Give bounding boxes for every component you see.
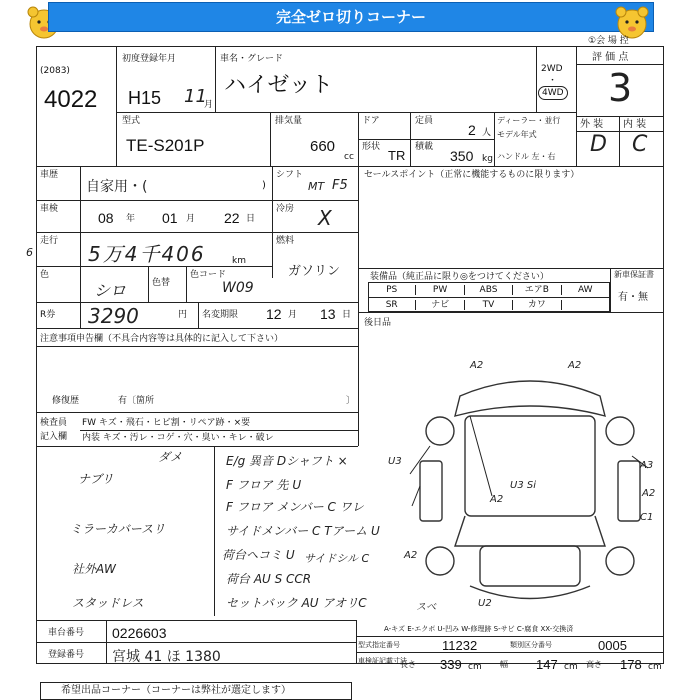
- height-label: 高さ: [586, 660, 602, 669]
- exterior-label: 外 装: [580, 119, 604, 130]
- person-unit: 人: [482, 128, 492, 138]
- handwritten-left-line: スタッドレス: [72, 596, 144, 610]
- name-change-month: 12: [266, 306, 282, 322]
- handwritten-right-line: 荷台ヘコミ U: [222, 548, 295, 562]
- lot-number: 4022: [44, 86, 98, 113]
- name-change-label: 名変期限: [202, 310, 239, 320]
- model-value: TE-S201P: [126, 136, 205, 155]
- color-value: シロ: [94, 281, 127, 300]
- length-value: 339: [440, 657, 462, 672]
- side-sill-note: サイドシル C: [304, 552, 370, 565]
- side-mark: 6: [26, 246, 33, 259]
- insp-day: 22: [224, 210, 240, 226]
- mileage-label: 走行: [40, 236, 59, 246]
- color-label: 色: [40, 270, 50, 280]
- cooler-label: 冷房: [276, 204, 295, 214]
- eval-label: 評 価 点: [592, 52, 629, 63]
- name-change-day: 13: [320, 306, 336, 322]
- color-change-label: 色替: [152, 278, 171, 288]
- insp-year-unit: 年: [126, 214, 136, 224]
- name-change-month-unit: 月: [288, 310, 298, 320]
- shift-label: シフト: [276, 170, 304, 180]
- lot-code: (2083): [40, 66, 70, 76]
- model-no-label: 型式指定番号: [358, 641, 400, 649]
- car-name: ハイゼット: [224, 72, 333, 97]
- handwritten-right-line: 荷台 AU S CCR: [226, 572, 312, 586]
- width-label: 幅: [500, 660, 508, 669]
- fuel-label: 燃料: [276, 236, 295, 246]
- insp-day-unit: 日: [246, 214, 256, 224]
- height-unit: cm: [648, 662, 662, 672]
- handwritten-right-line: F フロア 先 U: [226, 478, 302, 492]
- drive-2wd: 2WD: [541, 64, 563, 74]
- inspection-label: 車検: [40, 204, 59, 214]
- equipment-item: AW: [562, 285, 610, 295]
- first-reg-year: H15: [128, 88, 162, 108]
- insp-month-unit: 月: [186, 214, 196, 224]
- reg-value: 宮城 41 ほ 1380: [112, 649, 221, 665]
- reg-label: 登録番号: [48, 650, 85, 660]
- first-reg-month: 11: [184, 86, 207, 107]
- model-no-value: 11232: [442, 638, 478, 653]
- capacity-value: 2: [468, 122, 476, 138]
- usage-close: ): [262, 180, 266, 191]
- repair-label: 修復歴: [52, 396, 80, 406]
- inspector-label-1: 検査員: [40, 418, 68, 428]
- shape-value: TR: [388, 148, 406, 163]
- equipment-item: PS: [368, 285, 416, 295]
- fw-row: FW キズ・飛石・ヒビ割・リペア跡・×要: [82, 418, 251, 428]
- width-unit: cm: [564, 662, 578, 672]
- repair-close: 〕: [346, 396, 356, 406]
- drive-4wd: 4WD: [538, 86, 568, 100]
- handwritten-right-line: F フロア メンバー C ワレ: [226, 500, 364, 514]
- color-code: W09: [222, 280, 254, 296]
- length-unit: cm: [468, 662, 482, 672]
- bottom-banner: 希望出品コーナー（コーナーは弊社が選定します）: [40, 682, 352, 700]
- car-name-label: 車名・グレード: [220, 54, 284, 64]
- diagram-mark: A3: [640, 460, 654, 471]
- interior-label: 内 装: [623, 119, 647, 130]
- load-label: 積載: [415, 142, 434, 152]
- dims-label: 車検証記載寸法: [358, 657, 407, 665]
- load-value: 350: [450, 148, 474, 164]
- repair-value: 有〔箇所: [118, 396, 155, 406]
- model-label: 型式: [122, 116, 141, 126]
- equipment-item: ナビ: [416, 300, 464, 310]
- inspector-label-2: 記入欄: [40, 432, 68, 442]
- cc-unit: cc: [344, 152, 354, 162]
- diagram-mark: A2: [404, 550, 418, 561]
- damage-legend: A-キズ E-エクボ U-凹み W-修理跡 S-サビ C-腐食 XX-交換済: [384, 625, 574, 633]
- displacement-label: 排気量: [275, 116, 303, 126]
- cooler-value: X: [318, 206, 332, 230]
- drive-dot: ・: [548, 76, 558, 86]
- diagram-mark: A2: [470, 360, 484, 371]
- interior-grade: C: [632, 132, 648, 157]
- diagram-mark: C1: [640, 512, 654, 523]
- warranty-value: 有・無: [618, 292, 648, 303]
- chassis-label: 車台番号: [48, 628, 85, 638]
- handwritten-left-line: ナブリ: [78, 472, 114, 486]
- color-code-label: 色コード: [190, 270, 227, 280]
- inspector-mark: ダメ: [158, 450, 183, 464]
- exterior-grade: D: [590, 132, 607, 157]
- handwritten-left-line: 社外AW: [72, 562, 116, 576]
- eval-score: 3: [608, 66, 633, 110]
- sales-point-label: セールスポイント（正常に機能するものに限ります）: [364, 170, 580, 180]
- usage-label: 車歴: [40, 170, 59, 180]
- diagram-mark: A2: [490, 494, 504, 505]
- length-label: 長さ: [400, 660, 416, 669]
- handwritten-left-line: ミラーカバースリ: [70, 522, 166, 536]
- diagram-mark: U3: [388, 456, 402, 467]
- capacity-label: 定員: [415, 116, 434, 126]
- diagram-mark: U3 Si: [510, 480, 536, 491]
- warranty-label: 新車保証書: [614, 270, 654, 279]
- equipment-item: ABS: [465, 285, 513, 295]
- door-label: ドア: [362, 116, 380, 126]
- recycle-label: R券: [40, 310, 56, 320]
- fuel-value: ガソリン: [288, 264, 341, 279]
- equipment-item: TV: [465, 300, 513, 310]
- rear-seat-label: 後日品: [364, 318, 392, 328]
- kg-unit: kg: [482, 154, 493, 164]
- notes-label: 注意事項申告欄（不具合内容等は具体的に記入して下さい）: [40, 334, 284, 344]
- equipment-label: 装備品（純正品に限り◎をつけてください）: [370, 272, 549, 282]
- chassis-value: 0226603: [112, 625, 167, 641]
- yen-unit: 円: [178, 310, 188, 320]
- diagram-mark: A2: [568, 360, 582, 371]
- width-value: 147: [536, 657, 558, 672]
- category-label: 類別区分番号: [510, 641, 552, 649]
- km-unit: km: [232, 256, 246, 266]
- shape-label: 形状: [362, 142, 381, 152]
- usage-value: 自家用・(: [86, 179, 148, 195]
- insp-year: 08: [98, 210, 114, 226]
- car-diagram-icon: [400, 356, 660, 626]
- recycle-value: 3290: [88, 304, 139, 328]
- handle-label: ハンドル 左・右: [497, 152, 556, 161]
- mileage-value: 5万4千406: [88, 242, 206, 266]
- handwritten-right-line: セットバック AU アオリC: [226, 596, 367, 610]
- corner-label: ①会 場 控: [588, 36, 629, 46]
- category-value: 0005: [598, 638, 627, 653]
- equipment-item: PW: [416, 285, 464, 295]
- displacement-value: 660: [310, 138, 336, 155]
- diagram-mark: A2: [642, 488, 656, 499]
- name-change-day-unit: 日: [342, 310, 352, 320]
- first-reg-label: 初度登録年月: [122, 54, 177, 64]
- equipment-item: SR: [368, 300, 416, 310]
- dealer-label: ディーラー・並行: [497, 116, 561, 125]
- handwritten-right-line: E/g 異音 Dシャフト ×: [226, 454, 348, 468]
- model-year-label: モデル年式: [497, 130, 537, 139]
- first-reg-month-unit: 月: [204, 100, 214, 110]
- shift-value: F5: [332, 178, 348, 193]
- banner-title: 完全ゼロ切りコーナー: [48, 2, 654, 32]
- shift-mark: MT: [308, 180, 325, 193]
- equipment-item: カワ: [513, 300, 561, 310]
- handwritten-right-line: サイドメンバー C Tアーム U: [226, 524, 380, 538]
- equipment-item: エアB: [513, 285, 561, 295]
- height-value: 178: [620, 657, 642, 672]
- diagram-mark: スベ: [416, 602, 436, 613]
- insp-month: 01: [162, 210, 178, 226]
- interior-row: 内装 キズ・汚レ・コゲ・穴・臭い・キレ・破レ: [82, 433, 274, 443]
- diagram-mark: U2: [478, 598, 492, 609]
